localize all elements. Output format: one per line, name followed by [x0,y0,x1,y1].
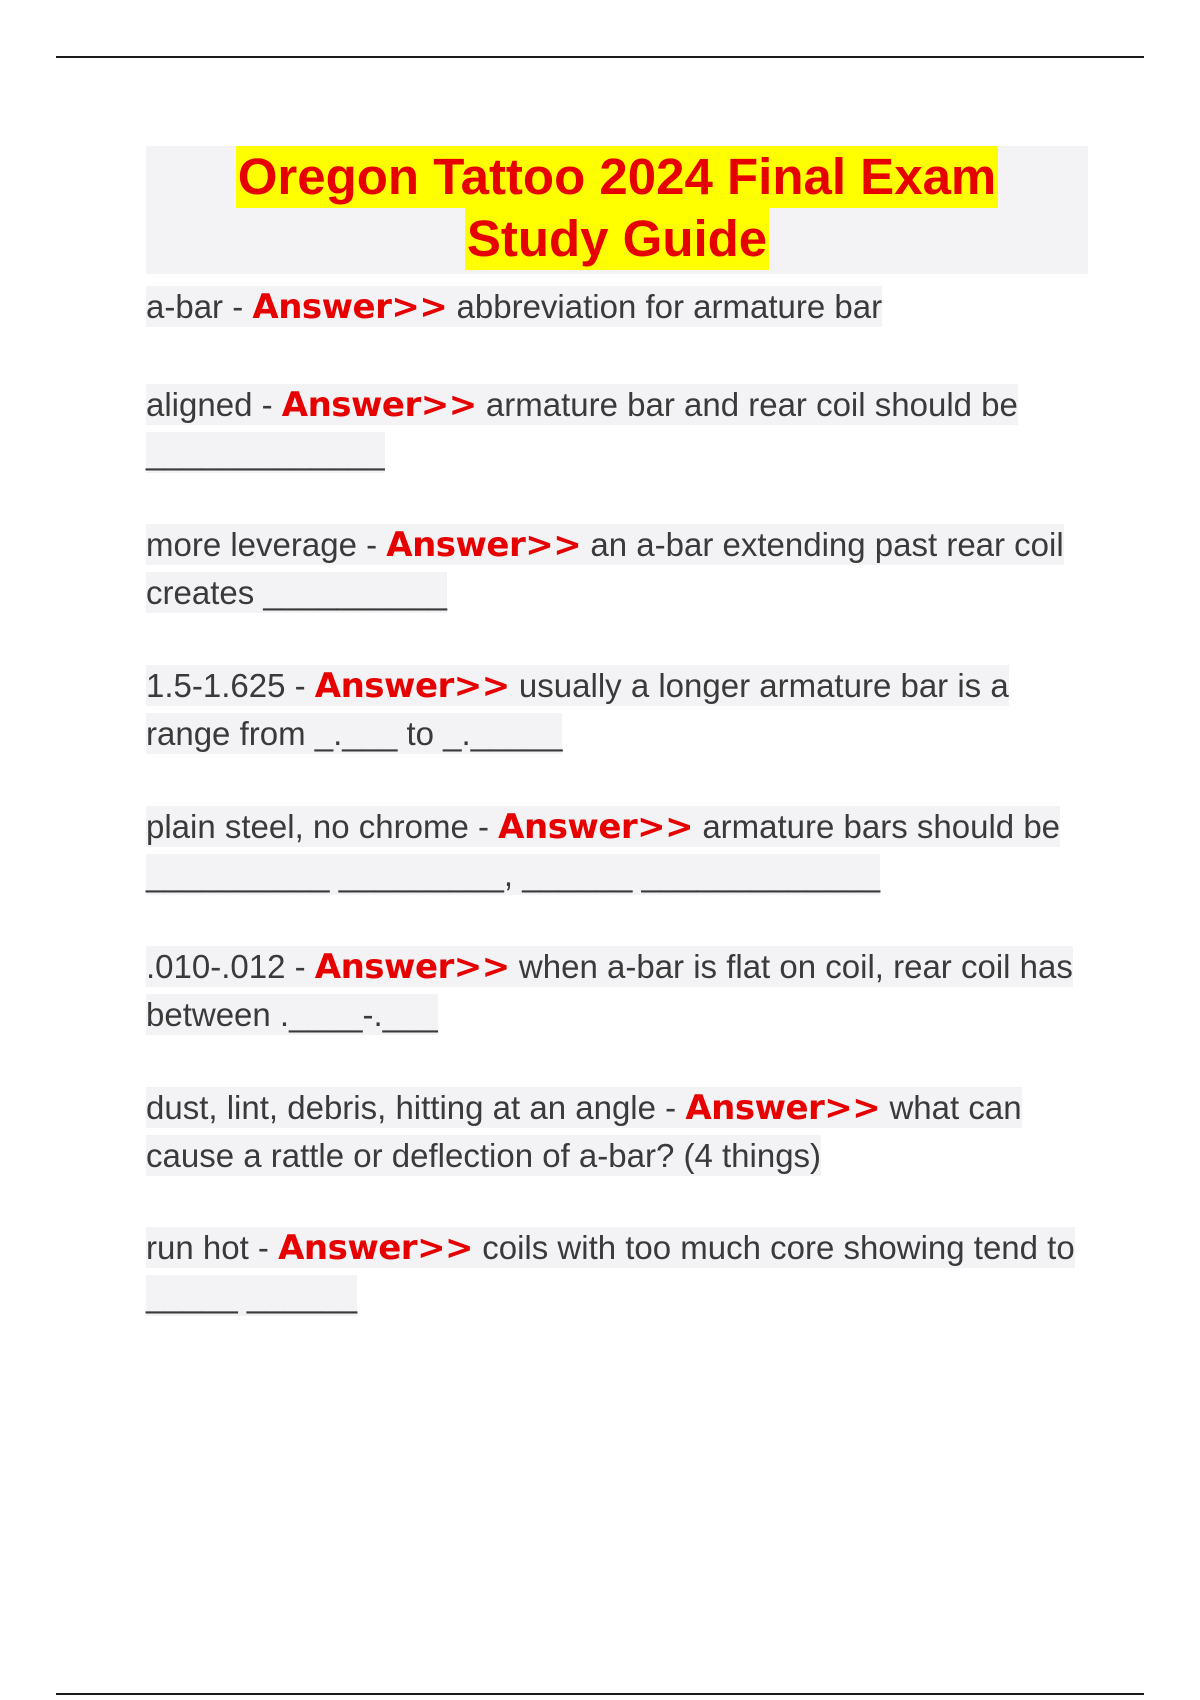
qa-entry [146,1084,1086,1179]
qa-entry [146,803,1086,898]
entry-definition: what can cause a rattle or deflection of a-bar? (4 things) [146,1089,1022,1174]
entry-definition: when a-bar is flat on coil, rear coil has between .____-.___ [146,948,1073,1033]
entry-text [146,524,1064,613]
entry-definition: abbreviation for armature bar [447,288,883,325]
entry-text [146,1227,1075,1316]
entry-text [146,946,1073,1035]
entry-text [146,1087,1022,1176]
entry-definition: armature bar and rear coil should be _____________ [146,386,1018,471]
answer-label: Answer>> [314,947,510,987]
qa-entry [146,943,1086,1038]
qa-entry [146,662,1086,757]
qa-entry [146,521,1086,616]
qa-entry [146,283,1086,331]
entry-text [146,665,1009,754]
answer-label: Answer>> [314,666,510,706]
entry-term: aligned - [146,386,282,423]
answer-label: Answer>> [498,807,694,847]
answer-label: Answer>> [281,385,477,425]
answer-label: Answer>> [278,1228,474,1268]
entry-definition: coils with too much core showing tend to _____ ______ [146,1229,1075,1314]
answer-label: Answer>> [685,1088,881,1128]
entry-term: more leverage - [146,526,387,563]
title-line-1: Oregon Tattoo 2024 Final Exam [236,146,999,208]
bottom-rule [56,1693,1144,1695]
entry-definition: an a-bar extending past rear coil creates __________ [146,526,1064,611]
entry-term: plain steel, no chrome - [146,808,499,845]
entry-definition: usually a longer armature bar is a range from _.___ to _._____ [146,667,1009,752]
qa-entry [146,1224,1086,1319]
entry-term: 1.5-1.625 - [146,667,315,704]
entry-term: a-bar - [146,288,253,325]
page-title [146,146,1088,274]
entry-term: dust, lint, debris, hitting at an angle - [146,1089,686,1126]
entry-term: .010-.012 - [146,948,315,985]
entry-text [146,286,882,327]
title-line-2: Study Guide [465,208,769,270]
qa-entry [146,381,1086,476]
top-rule [56,56,1144,58]
answer-label: Answer>> [386,525,582,565]
entry-text [146,806,1060,895]
entry-definition: armature bars should be __________ _________, ______ _____________ [146,808,1061,893]
answer-label: Answer>> [252,287,448,327]
entry-text [146,384,1018,473]
entry-term: run hot - [146,1229,279,1266]
